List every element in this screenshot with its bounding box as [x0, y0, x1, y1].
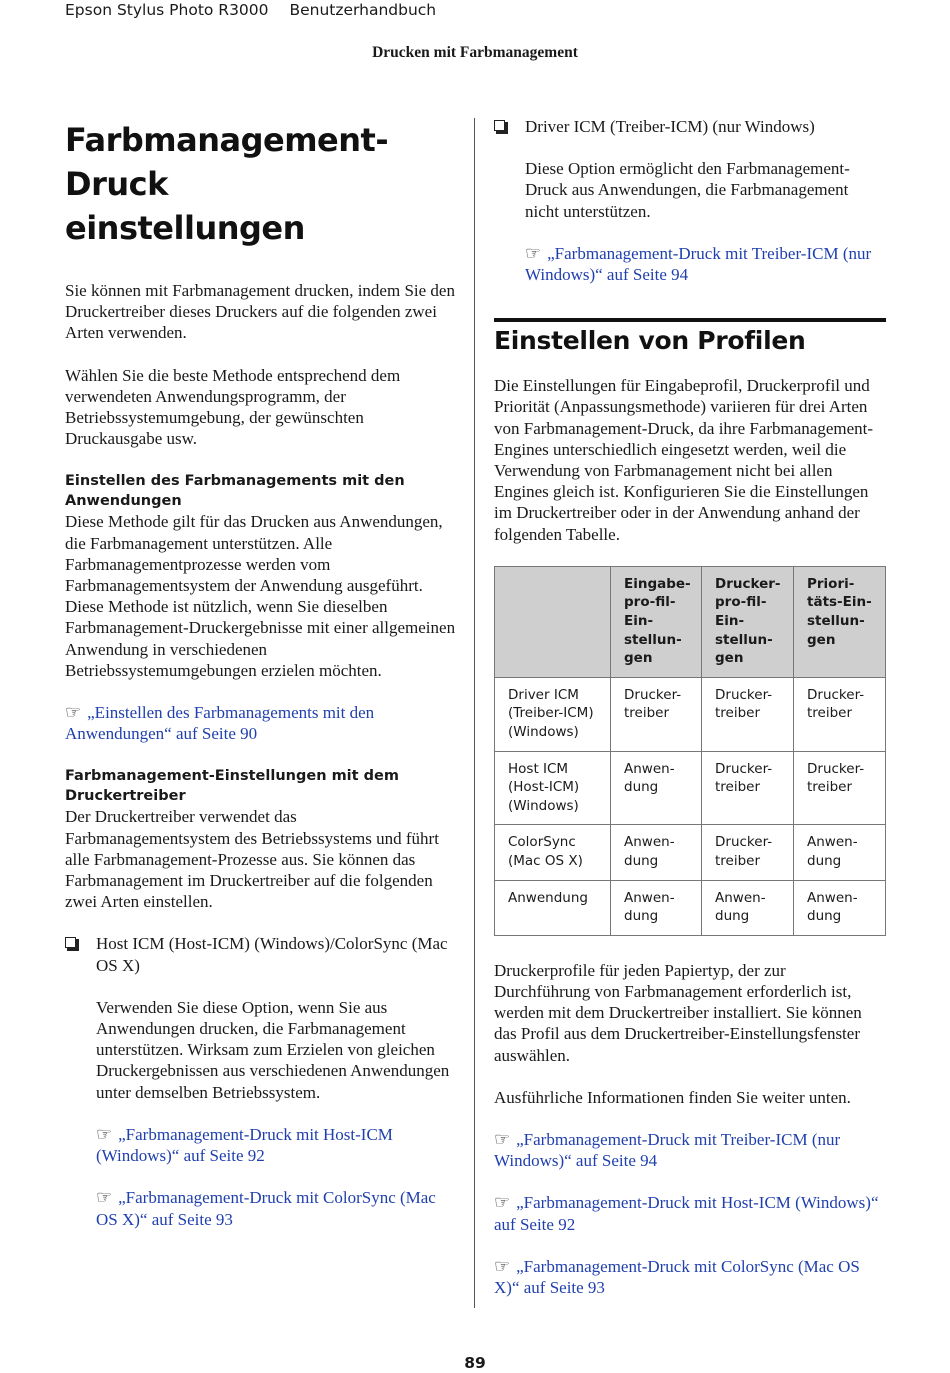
- section-title: Einstellen von Profilen: [494, 326, 806, 356]
- checkbox-bullet-icon: [494, 120, 505, 131]
- page-number: 89: [464, 1354, 486, 1372]
- table-cell: Drucker-treiber: [611, 677, 702, 751]
- table-cell: Anwen-dung: [611, 751, 702, 825]
- section-header: Drucken mit Farbmanagement: [372, 44, 578, 61]
- table-header-cell: [495, 566, 611, 677]
- right-column: [494, 116, 886, 1298]
- profile-settings-table: [494, 566, 886, 936]
- table-cell: Drucker-treiber: [702, 677, 794, 751]
- profiles-paragraph: Die Einstellungen für Eingabeprofil, Druckerprofil und Priorität (Anpassungsmethode) variieren für drei Arten von Farbmanagement-Druck, da ihre Farbmanagement-Engines unterschiedlich eingesetzt werden, weil die Verwendung von Farbmanagement nicht bei allen Engines gleich ist. Konfigurieren Sie die Einstellungen im Druckertreiber oder in der Anwendung anhand der folgenden Tabelle.: [494, 376, 874, 544]
- bullet-title: Host ICM (Host-ICM) (Windows)/ColorSync (Mac OS X): [96, 934, 448, 975]
- page-title: Farbmanagement-Druck einstellungen: [65, 121, 389, 247]
- link-colorsync[interactable]: ☞ „Farbmanagement-Druck mit ColorSync (Mac OS X)“ auf Seite 93: [96, 1187, 436, 1229]
- table-row: [495, 825, 886, 880]
- bullet-paragraph: Verwenden Sie diese Option, wenn Sie aus Anwendungen drucken, die Farbmanagement unterstützen. Wirksam zum Erzielen von gleichen Druckergebnissen aus verschiedenen Anwendungen unter demselben Betriebssystem.: [96, 997, 450, 1102]
- running-header: [65, 0, 452, 20]
- applications-paragraph: Diese Methode gilt für das Drucken aus Anwendungen, die Farbmanagement unterstützen. Alle Farbmanagementprozesse werden vom Farbmanagementsystem der Anwendung ausgeführt. Diese Methode ist nützlich, wenn Sie dieselben Farbmanagement-Druckergebnisse mit einer allgemeinen Anwendung in verschiedenen Betriebssystemumgebungen erzielen möchten.: [65, 512, 456, 680]
- link-driver-icm[interactable]: ☞ „Farbmanagement-Druck mit Treiber-ICM (nur Windows)“ auf Seite 94: [525, 242, 872, 285]
- product-name: Epson Stylus Photo R3000: [65, 1, 269, 19]
- link-host-icm-2[interactable]: ☞ „Farbmanagement-Druck mit Host-ICM (Windows)“ auf Seite 92: [494, 1192, 879, 1234]
- after-table-paragraph: Druckerprofile für jeden Papiertyp, der zur Durchführung von Farbmanagement erforderlich ist, werden mit dem Druckertreiber installiert. Sie können das Profil aus dem Druckertreiber-Einstellungsfenster auswählen.: [494, 960, 862, 1065]
- table-cell: Anwendung: [495, 880, 611, 935]
- driver-paragraph: Der Druckertreiber verwendet das Farbmanagementsystem des Betriebssystems und führt alle Farbmanagement-Prozesse aus. Sie können das Farbmanagement im Druckertreiber auf die folgenden zwei Arten einstellen.: [65, 807, 439, 912]
- pointing-hand-icon: ☞: [525, 242, 542, 264]
- pointing-hand-icon: ☞: [494, 1192, 511, 1214]
- intro-paragraph: Sie können mit Farbmanagement drucken, indem Sie den Druckertreiber dieses Druckers auf die folgenden zwei Arten verwenden.: [65, 281, 455, 343]
- bullet-host-icm: [65, 933, 460, 975]
- pointing-hand-icon: ☞: [96, 1123, 113, 1145]
- bullet-title: Driver ICM (Treiber-ICM) (nur Windows): [525, 117, 815, 136]
- table-cell: Anwen-dung: [611, 825, 702, 880]
- pointing-hand-icon: ☞: [96, 1187, 113, 1209]
- checkbox-bullet-icon: [65, 937, 76, 948]
- column-divider: [474, 118, 475, 1308]
- table-cell: Drucker-treiber: [794, 677, 886, 751]
- table-cell: Anwen-dung: [702, 880, 794, 935]
- link-applications[interactable]: ☞ „Einstellen des Farbmanagements mit den Anwendungen“ auf Seite 90: [65, 702, 375, 744]
- pointing-hand-icon: ☞: [494, 1255, 511, 1277]
- table-row: [495, 880, 886, 935]
- table-row: [495, 751, 886, 825]
- bullet-driver-icm: [494, 116, 886, 137]
- manual-name: Benutzerhandbuch: [289, 1, 437, 19]
- table-cell: Driver ICM (Treiber-ICM) (Windows): [495, 677, 611, 751]
- link-colorsync-2[interactable]: ☞ „Farbmanagement-Druck mit ColorSync (Mac OS X)“ auf Seite 93: [494, 1255, 860, 1297]
- subheading-applications: Einstellen des Farbmanagements mit den Anwendungen: [65, 473, 405, 510]
- table-cell: Drucker-treiber: [702, 751, 794, 825]
- table-cell: Host ICM (Host-ICM) (Windows): [495, 751, 611, 825]
- subheading-driver: Farbmanagement-Einstellungen mit dem Druckertreiber: [65, 768, 399, 805]
- table-header-row: [495, 566, 886, 677]
- table-header-cell: Priori-täts-Ein-stellun-gen: [794, 566, 886, 677]
- table-header-cell: Eingabe-pro-fil-Ein-stellun-gen: [611, 566, 702, 677]
- pointing-hand-icon: ☞: [494, 1128, 511, 1150]
- table-cell: Anwen-dung: [794, 825, 886, 880]
- table-cell: Drucker-treiber: [794, 751, 886, 825]
- table-header-cell: Drucker-pro-fil-Ein-stellun-gen: [702, 566, 794, 677]
- pointing-hand-icon: ☞: [65, 702, 82, 724]
- details-paragraph: Ausführliche Informationen finden Sie weiter unten.: [494, 1087, 851, 1107]
- section-rule: [494, 318, 886, 322]
- method-paragraph: Wählen Sie die beste Methode entsprechend dem verwendeten Anwendungsprogramm, der Betriebssystemumgebung, der gewünschten Druckausgabe usw.: [65, 365, 401, 449]
- table-row: [495, 677, 886, 751]
- table-cell: Anwen-dung: [611, 880, 702, 935]
- link-host-icm[interactable]: ☞ „Farbmanagement-Druck mit Host-ICM (Windows)“ auf Seite 92: [96, 1123, 393, 1166]
- table-cell: Drucker-treiber: [702, 825, 794, 880]
- left-column: [65, 118, 460, 1230]
- bullet-paragraph: Diese Option ermöglicht den Farbmanagement-Druck aus Anwendungen, die Farbmanagement nicht unterstützen.: [525, 159, 850, 221]
- link-driver-icm-2[interactable]: ☞ „Farbmanagement-Druck mit Treiber-ICM (nur Windows)“ auf Seite 94: [494, 1128, 841, 1171]
- table-cell: ColorSync (Mac OS X): [495, 825, 611, 880]
- table-cell: Anwen-dung: [794, 880, 886, 935]
